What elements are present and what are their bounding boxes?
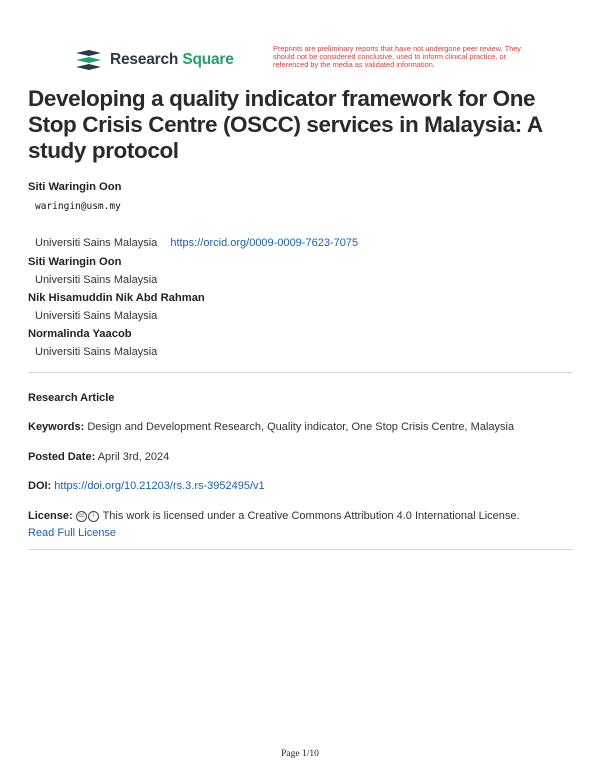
author-affiliation: Universiti Sains Malaysia — [35, 274, 158, 286]
author-name: Siti Waringin Oon — [28, 181, 122, 193]
author-affiliation: Universiti Sains Malaysia — [35, 346, 158, 358]
doi: DOI: https://doi.org/10.21203/rs.3.rs-3952495/v1 — [28, 480, 265, 492]
author-affiliation: Universiti Sains Malaysia — [35, 310, 158, 322]
author-name: Siti Waringin Oon — [28, 256, 122, 268]
cc-icon: cc — [76, 511, 87, 522]
divider — [28, 372, 573, 373]
license-link-row — [28, 527, 116, 539]
license: License: cc i This work is licensed under a Creative Commons Attribution 4.0 International License. — [28, 510, 520, 522]
article-type: Research Article — [28, 392, 115, 404]
posted-date: Posted Date: April 3rd, 2024 — [28, 451, 170, 463]
by-icon: i — [88, 511, 99, 522]
doi-link[interactable]: https://doi.org/10.21203/rs.3.rs-3952495/v1 — [54, 480, 265, 492]
paper-title: Developing a quality indicator framework for One Stop Crisis Centre (OSCC) services in Malaysia: A study protocol — [28, 86, 542, 163]
orcid-link[interactable]: https://orcid.org/0009-0009-7623-7075 — [170, 237, 359, 249]
research-square-logo-icon — [75, 49, 102, 71]
logo-text: Research Square — [110, 51, 234, 68]
author-email[interactable]: waringin@usm.my — [35, 201, 121, 212]
preprint-disclaimer: Preprints are preliminary reports that have not undergone peer review. They should not be considered conclusive, used to inform clinical practice, or referenced by the media as validated information. — [273, 44, 521, 70]
author-name: Nik Hisamuddin Nik Abd Rahman — [28, 292, 205, 304]
read-full-license-link[interactable]: Read Full License — [28, 527, 117, 539]
author-affiliation: Universiti Sains Malaysia — [35, 237, 158, 249]
author-affiliation-row — [35, 237, 358, 249]
divider — [28, 549, 573, 550]
author-name: Normalinda Yaacob — [28, 328, 132, 340]
keywords: Keywords: Design and Development Research, Quality indicator, One Stop Crisis Centre, Malaysia — [28, 421, 515, 433]
research-square-logo — [75, 49, 234, 71]
page-number: Page 1/10 — [281, 749, 319, 759]
